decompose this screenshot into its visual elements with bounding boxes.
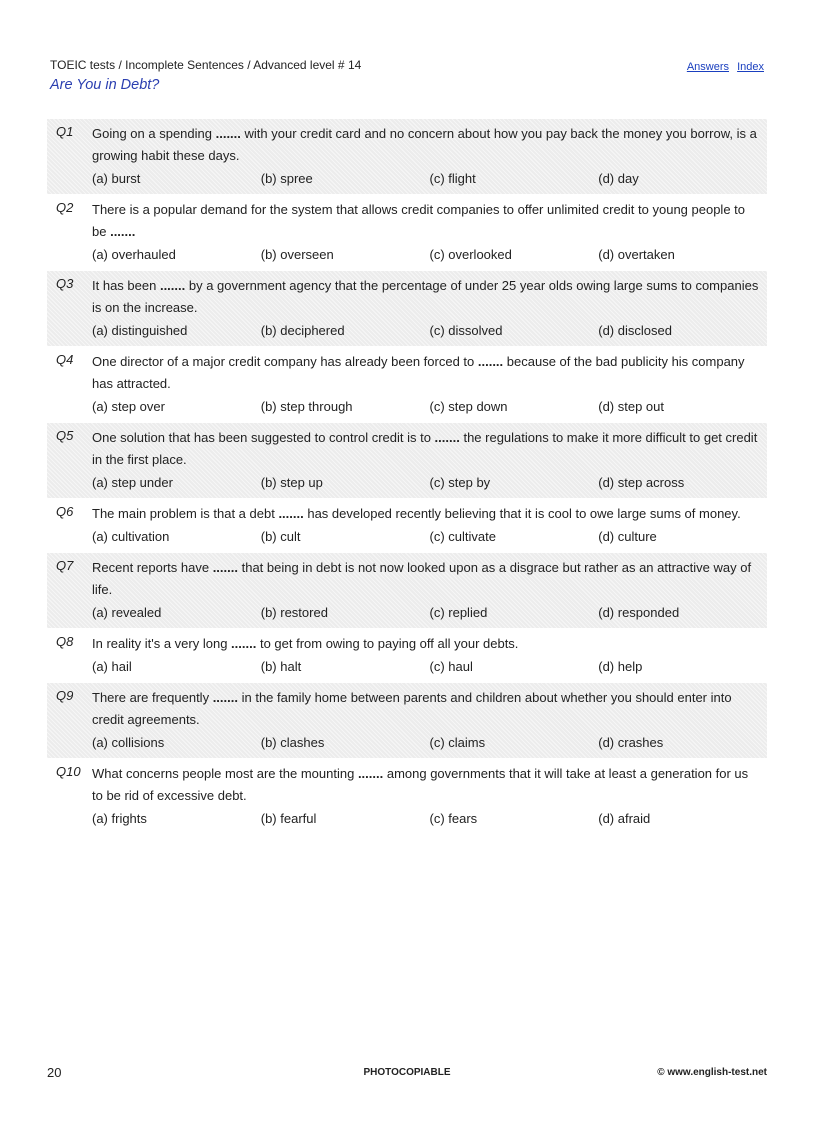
answer-options xyxy=(92,321,767,341)
blank-marker: ....... xyxy=(357,766,384,781)
option-d[interactable]: (d) disclosed xyxy=(598,323,672,338)
option-c[interactable]: (c) haul xyxy=(429,659,473,674)
question-item xyxy=(47,271,767,346)
option-c[interactable]: (c) dissolved xyxy=(429,323,503,338)
answer-options xyxy=(92,397,767,417)
blank-marker: ....... xyxy=(110,224,136,239)
header-links xyxy=(682,61,764,73)
question-number: Q4 xyxy=(56,352,74,367)
page-number: 20 xyxy=(47,1065,62,1080)
option-b[interactable]: (b) halt xyxy=(260,659,302,674)
blank-marker: ....... xyxy=(212,690,238,705)
question-text: In reality it's a very long ....... to get from owing to paying off all your debts. xyxy=(92,636,519,651)
question-text: It has been ....... by a government agency that the percentage of under 25 year olds owing large sums to companies is on the increase. xyxy=(92,278,759,315)
question-text: There is a popular demand for the system that allows credit companies to offer unlimited credit to young people to be ....... xyxy=(92,202,746,239)
question-number: Q2 xyxy=(56,200,74,215)
option-b[interactable]: (b) step up xyxy=(260,475,323,490)
page-title: Are You in Debt? xyxy=(50,77,160,93)
option-b[interactable]: (b) fearful xyxy=(260,811,317,826)
answers-link[interactable]: Answers xyxy=(686,61,730,73)
question-number: Q6 xyxy=(56,504,74,519)
option-a[interactable]: (a) burst xyxy=(92,171,141,186)
option-d[interactable]: (d) culture xyxy=(598,529,657,544)
option-c[interactable]: (c) overlooked xyxy=(429,247,512,262)
question-list xyxy=(47,119,767,835)
question-number: Q1 xyxy=(56,124,74,139)
question-text: One solution that has been suggested to control credit is to ....... the regulations to make it more difficult to get credit in the first place. xyxy=(92,430,758,467)
option-a[interactable]: (a) overhauled xyxy=(92,247,176,262)
blank-marker: ....... xyxy=(159,278,186,293)
question-item xyxy=(47,553,767,628)
option-d[interactable]: (d) help xyxy=(598,659,643,674)
blank-marker: ....... xyxy=(278,506,304,521)
option-d[interactable]: (d) responded xyxy=(598,605,680,620)
question-text: What concerns people most are the mounting ....... among governments that it will take at least a generation for us to be rid of excessive debt. xyxy=(92,766,749,803)
question-number: Q5 xyxy=(56,428,74,443)
index-link[interactable]: Index xyxy=(737,61,764,73)
option-a[interactable]: (a) distinguished xyxy=(92,323,188,338)
copyright-text: © www.english-test.net xyxy=(657,1067,767,1078)
option-a[interactable]: (a) hail xyxy=(92,659,132,674)
answer-options xyxy=(92,809,767,829)
option-a[interactable]: (a) step over xyxy=(92,399,165,414)
option-d[interactable]: (d) overtaken xyxy=(598,247,675,262)
question-number: Q3 xyxy=(56,276,74,291)
question-item xyxy=(47,499,767,552)
question-text: There are frequently ....... in the family home between parents and children about whether you should enter into credit agreements. xyxy=(92,690,732,727)
option-b[interactable]: (b) cult xyxy=(260,529,301,544)
question-number: Q10 xyxy=(56,764,81,779)
option-c[interactable]: (c) flight xyxy=(429,171,476,186)
option-c[interactable]: (c) fears xyxy=(429,811,478,826)
option-d[interactable]: (d) day xyxy=(598,171,639,186)
question-number: Q8 xyxy=(56,634,74,649)
question-item xyxy=(47,629,767,682)
blank-marker: ....... xyxy=(212,560,238,575)
question-item xyxy=(47,423,767,498)
answer-options xyxy=(92,603,767,623)
question-text: One director of a major credit company has already been forced to ....... because of the bad publicity his company has attracted. xyxy=(92,354,745,391)
option-b[interactable]: (b) overseen xyxy=(260,247,334,262)
option-a[interactable]: (a) cultivation xyxy=(92,529,170,544)
blank-marker: ....... xyxy=(231,636,257,651)
breadcrumb: TOEIC tests / Incomplete Sentences / Advanced level # 14 xyxy=(50,58,362,72)
answer-options xyxy=(92,169,767,189)
option-d[interactable]: (d) step across xyxy=(598,475,685,490)
question-text: The main problem is that a debt ....... has developed recently believing that it is cool to owe large sums of money. xyxy=(92,506,741,521)
answer-options xyxy=(92,527,767,547)
blank-marker: ....... xyxy=(215,126,241,141)
question-item xyxy=(47,347,767,422)
answer-options xyxy=(92,473,767,493)
option-a[interactable]: (a) collisions xyxy=(92,735,165,750)
option-b[interactable]: (b) deciphered xyxy=(260,323,345,338)
question-text: Going on a spending ....... with your credit card and no concern about how you pay back the money you borrow, is a growing habit these days. xyxy=(92,126,757,163)
question-item xyxy=(47,759,767,834)
option-b[interactable]: (b) clashes xyxy=(260,735,325,750)
blank-marker: ....... xyxy=(434,430,460,445)
option-c[interactable]: (c) replied xyxy=(429,605,488,620)
question-item xyxy=(47,195,767,270)
option-b[interactable]: (b) spree xyxy=(260,171,313,186)
option-c[interactable]: (c) step down xyxy=(429,399,508,414)
question-text: Recent reports have ....... that being in debt is not now looked upon as a disgrace but rather as an attractive way of life. xyxy=(92,560,752,597)
option-d[interactable]: (d) step out xyxy=(598,399,665,414)
option-a[interactable]: (a) revealed xyxy=(92,605,162,620)
option-c[interactable]: (c) claims xyxy=(429,735,486,750)
question-item xyxy=(47,119,767,194)
option-b[interactable]: (b) step through xyxy=(260,399,353,414)
option-b[interactable]: (b) restored xyxy=(260,605,328,620)
option-c[interactable]: (c) step by xyxy=(429,475,491,490)
photocopiable-label: PHOTOCOPIABLE xyxy=(363,1067,451,1078)
question-item xyxy=(47,683,767,758)
option-a[interactable]: (a) frights xyxy=(92,811,147,826)
question-number: Q9 xyxy=(56,688,74,703)
question-number: Q7 xyxy=(56,558,74,573)
option-d[interactable]: (d) afraid xyxy=(598,811,651,826)
option-d[interactable]: (d) crashes xyxy=(598,735,664,750)
answer-options xyxy=(92,245,767,265)
blank-marker: ....... xyxy=(477,354,504,369)
answer-options xyxy=(92,733,767,753)
answer-options xyxy=(92,657,767,677)
option-c[interactable]: (c) cultivate xyxy=(429,529,496,544)
option-a[interactable]: (a) step under xyxy=(92,475,173,490)
